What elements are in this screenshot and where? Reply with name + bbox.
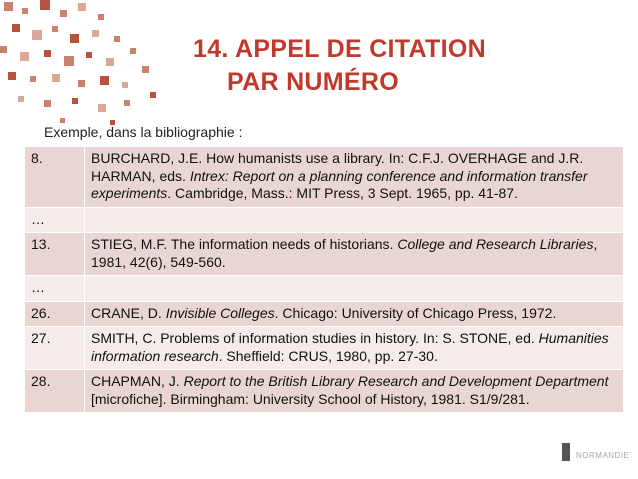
table-row <box>25 276 624 302</box>
bibliography-table <box>24 146 624 413</box>
citation-text: , 1981, 42(6), 549-560. <box>91 236 598 270</box>
reference-number: … <box>25 276 85 302</box>
table-row <box>25 147 624 208</box>
reference-number: 8. <box>25 147 85 208</box>
page-title <box>193 33 486 99</box>
citation-text: . Cambridge, Mass.: MIT Press, 3 Sept. 1965, pp. 41-87. <box>167 185 518 201</box>
reference-number: … <box>25 207 85 233</box>
citation-text: CHAPMAN, J. <box>91 373 184 389</box>
citation-title: College and Research Libraries <box>397 236 594 252</box>
citation-title: Humanities information research <box>91 330 609 364</box>
citation-title: Intrex: Report on a planning conference and information transfer experiments <box>91 167 588 201</box>
citation-text: BURCHARD, J.E. How humanists use a library. In: C.F.J. OVERHAGE and J.R. HARMAN, eds. <box>91 150 584 184</box>
reference-citation <box>85 301 624 327</box>
citation-text: CRANE, D. <box>91 304 166 321</box>
reference-citation <box>85 207 624 233</box>
citation-title: Invisible Colleges <box>165 304 275 321</box>
table-row <box>25 327 624 370</box>
citation-text: [microfiche]. Birmingham: University School of History, 1981. S1/9/281. <box>91 390 530 407</box>
citation-text: SMITH, C. Problems of information studies in history. In: S. STONE, ed. <box>91 330 539 346</box>
reference-citation <box>85 370 624 413</box>
reference-number: 27. <box>25 327 85 370</box>
reference-number: 13. <box>25 233 85 276</box>
reference-number: 26. <box>25 301 85 327</box>
logo-text: NORMANDIE <box>576 451 630 460</box>
table-row <box>25 301 624 327</box>
title-line-2: PAR NUMÉRO <box>227 68 399 96</box>
citation-title: Report to the British Library Research and Development Department <box>183 373 609 389</box>
citation-text: . Chicago: University of Chicago Press, 1972. <box>274 304 557 321</box>
reference-number: 28. <box>25 370 85 413</box>
reference-citation <box>85 147 624 208</box>
decorative-squares-pattern <box>0 0 200 130</box>
table-row <box>25 233 624 276</box>
citation-text: STIEG, M.F. The information needs of historians. <box>91 236 398 252</box>
reference-citation <box>85 276 624 302</box>
institution-logo <box>562 439 632 469</box>
reference-citation <box>85 233 624 276</box>
reference-citation <box>85 327 624 370</box>
citation-text: . Sheffield: CRUS, 1980, pp. 27-30. <box>218 347 438 364</box>
table-row <box>25 370 624 413</box>
logo-mark-icon <box>562 443 570 461</box>
title-line-1: 14. APPEL DE CITATION <box>193 35 486 63</box>
table-row <box>25 207 624 233</box>
intro-text: Exemple, dans la bibliographie : <box>44 124 243 140</box>
